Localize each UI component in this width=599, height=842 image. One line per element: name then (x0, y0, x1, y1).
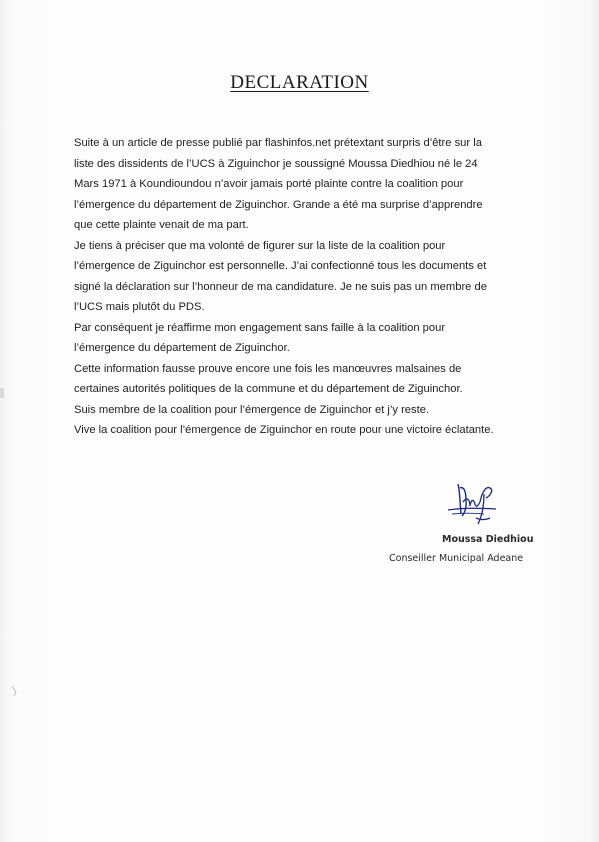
signatory-name: Moussa Diedhiou (442, 534, 534, 545)
handwritten-signature-icon (440, 478, 500, 530)
body-line: liste des dissidents de l’UCS à Ziguinchor je soussigné Moussa Diedhiou né le 24 (74, 157, 478, 170)
body-line: l’émergence du département de Ziguinchor. Grande a été ma surprise d’apprendre (74, 198, 483, 211)
scan-mark-icon (10, 684, 20, 698)
document-title: DECLARATION (230, 72, 369, 93)
body-line: certaines autorités politiques de la commune et du département de Ziguinchor. (74, 383, 463, 395)
body-line: Suite à un article de presse publié par flashinfos.net prétextant surpris d’être sur la (74, 137, 482, 149)
scan-edge-mark (0, 388, 4, 398)
body-line: l’UCS mais plutôt du PDS. (74, 301, 205, 313)
body-line: l’émergence de Ziguinchor est personnelle. J’ai confectionné tous les documents et (74, 260, 487, 272)
body-line: Vive la coalition pour l’émergence de Ziguinchor en route pour une victoire éclatante. (74, 424, 494, 436)
body-line: Mars 1971 à Koundioundou n’avoir jamais porté plainte contre la coalition pour (74, 178, 464, 190)
body-line: signé la déclaration sur l’honneur de ma candidature. Je ne suis pas un membre de (74, 280, 487, 293)
declaration-body (74, 133, 544, 441)
body-line: l’émergence du département de Ziguinchor. (74, 342, 290, 354)
body-line: Je tiens à préciser que ma volonté de figurer sur la liste de la coalition pour (74, 239, 446, 252)
body-line: que cette plainte venait de ma part. (74, 219, 249, 231)
signatory-role: Conseiller Municipal Adeane (389, 553, 524, 564)
body-line: Par conséquent je réaffirme mon engagement sans faille à la coalition pour (74, 321, 446, 334)
body-line: Suis membre de la coalition pour l’émergence de Ziguinchor et j’y reste. (74, 403, 430, 416)
body-line: Cette information fausse prouve encore une fois les manœuvres malsaines de (74, 362, 462, 375)
